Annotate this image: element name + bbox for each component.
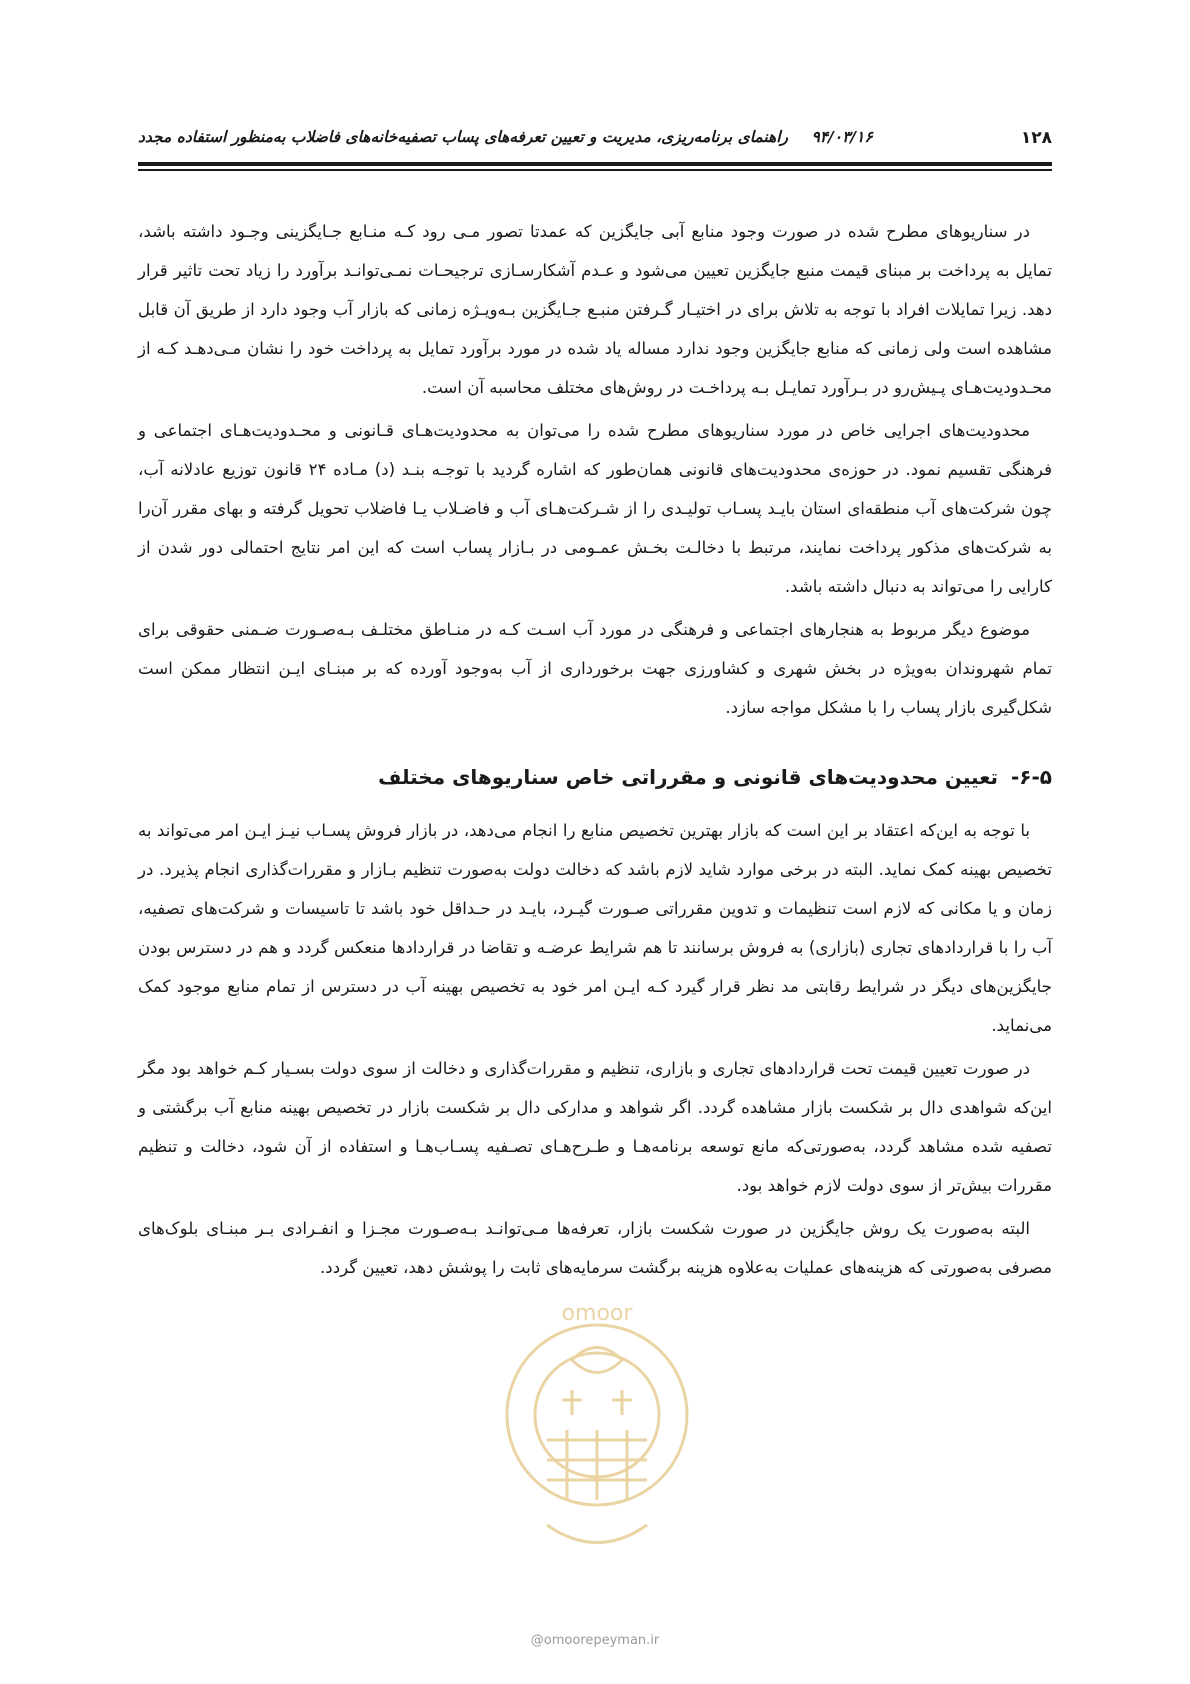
running-title	[138, 128, 873, 146]
page-number: ۱۲۸	[1020, 128, 1052, 148]
svg-text:omoor: omoor	[561, 1301, 633, 1326]
watermark-url: @omoorepeyman.ir	[530, 1633, 660, 1648]
paragraph: در سناریوهای مطرح شده در صورت وجود منابع آبی جایگزین که عمدتا تصور مـی رود کـه منـابع جـایگزینی وجـود داشته باشد، تمایل به پرداخت بر مبنای قیمت منبع جایگزین تعیین می‌شود و عـدم آشکارسـازی ترجیحـات نمـی‌توانـد برآورد را زیاد تحت تاثیر قرار دهد. زیرا تمایلات افراد با توجه به تلاش برای در اختیـار گـرفتن منبـع جـایگزین بـه‌ویـژه زمانی که بازار آب وجود دارد از طریق آن قابل مشاهده است ولی زمانی که منابع جایگزین وجود ندارد مساله یاد شده در مورد برآورد تمایل به پرداخت خود را نشان مـی‌دهـد کـه از محـدودیت‌هـای پـیش‌رو در بـرآورد تمایـل بـه پرداخـت در روش‌های مختلف محاسبه آن است.	[138, 222, 1052, 397]
paragraph: با توجه به این‌که اعتقاد بر این است که بازار بهترین تخصیص منابع را انجام می‌دهد، در بازار فروش پسـاب نیـز ایـن امر می‌تواند به تخصیص بهینه کمک نماید. البته در برخی موارد شاید لازم باشد که دخالت دولت به‌صورت تنظیم بـازار و مقررات‌گذاری انجام پذیرد. در زمان و یا مکانی که لازم است تنظیمات و تدوین مقرراتی صـورت گیـرد، بایـد در حـداقل خود باشد تا تاسیسات و شرکت‌های تصفیه، آب را با قراردادهای تجاری (بازاری) به فروش برسانند تا هم شرایط عرضـه و تقاضا در قراردادها منعکس گردد و هم در دسترس بودن جایگزین‌های دیگر در شرایط رقابتی مد نظر قرار گیرد کـه ایـن امر خود به تخصیص بهینه آب در دسترس از تمام منابع موجود کمک می‌نماید.	[138, 821, 1052, 1035]
section-heading	[138, 757, 1052, 797]
paragraph: البته به‌صورت یک روش جایگزین در صورت شکست بازار، تعرفه‌ها مـی‌توانـد بـه‌صـورت مجـزا و انفـرادی بـر مبنـای بلوک‌های مصرفی به‌صورتی که هزینه‌های عملیات به‌علاوه هزینه برگشت سرمایه‌های ثابت را پوشش دهد، تعیین گردد.	[138, 1219, 1052, 1277]
page-header	[138, 118, 1052, 158]
paragraph: موضوع دیگر مربوط به هنجارهای اجتماعی و فرهنگی در مورد آب اسـت کـه در منـاطق مختلـف بـه‌صـورت ضـمنی حقوقی برای تمام شهروندان به‌ویژه در بخش شهری و کشاورزی جهت برخورداری از آب به‌وجود آورده که بر مبنـای ایـن انتظار ممکن است شکل‌گیری بازار پساب را با مشکل مواجه سازد.	[138, 620, 1052, 717]
header-date: ۹۴/۰۳/۱۶	[811, 128, 873, 146]
section-number: ۶-۵-	[1010, 765, 1052, 789]
paragraph: در صورت تعیین قیمت تحت قراردادهای تجاری و بازاری، تنظیم و مقررات‌گذاری و دخالت از سوی دولت بسـیار کـم خواهد بود مگر این‌که شواهدی دال بر شکست بازار مشاهده گردد. اگر شواهد و مدارکی دال بر شکست بازار در تخصیص بهینه منابع آب برگشتی و تصفیه شده مشاهد گردد، به‌صورتی‌که مانع توسعه برنامه‌هـا و طـرح‌هـای تصـفیه پسـاب‌هـا و استفاده از آن شود، دخالت و تنظیم مقررات بیش‌تر از سوی دولت لازم خواهد بود.	[138, 1059, 1052, 1195]
section-title: تعیین محدودیت‌های قانونی و مقرراتی خاص سناریوهای مختلف	[378, 765, 998, 789]
paragraph: محدودیت‌های اجرایی خاص در مورد سناریوهای مطرح شده را می‌توان به محدودیت‌هـای قـانونی و محـدودیت‌هـای اجتماعی و فرهنگی تقسیم نمود. در حوزه‌ی محدودیت‌های قانونی همان‌طور که اشاره گردید با توجـه بنـد (د) مـاده ۲۴ قانون توزیع عادلانه آب، چون شرکت‌های آب منطقه‌ای استان بایـد پسـاب تولیـدی را از شـرکت‌هـای آب و فاضـلاب یـا فاضلاب تحویل گرفته و بهای مقرر آن‌را به شرکت‌های مذکور پرداخت نمایند، مرتبط با دخالـت بخـش عمـومی در بـازار پساب است که این امر نتایج احتمالی دور شدن از کارایی را می‌تواند به دنبال داشته باشد.	[138, 421, 1053, 596]
header-title-text: راهنمای برنامه‌ریزی، مدیریت و تعیین تعرفه‌های پساب تصفیه‌خانه‌های فاضلاب به‌منظور استفاده مجدد	[138, 128, 789, 146]
header-rule-thin	[138, 169, 1052, 171]
header-rule-thick	[138, 162, 1052, 166]
watermark-seal	[487, 1300, 707, 1590]
page-body	[138, 212, 1052, 1291]
